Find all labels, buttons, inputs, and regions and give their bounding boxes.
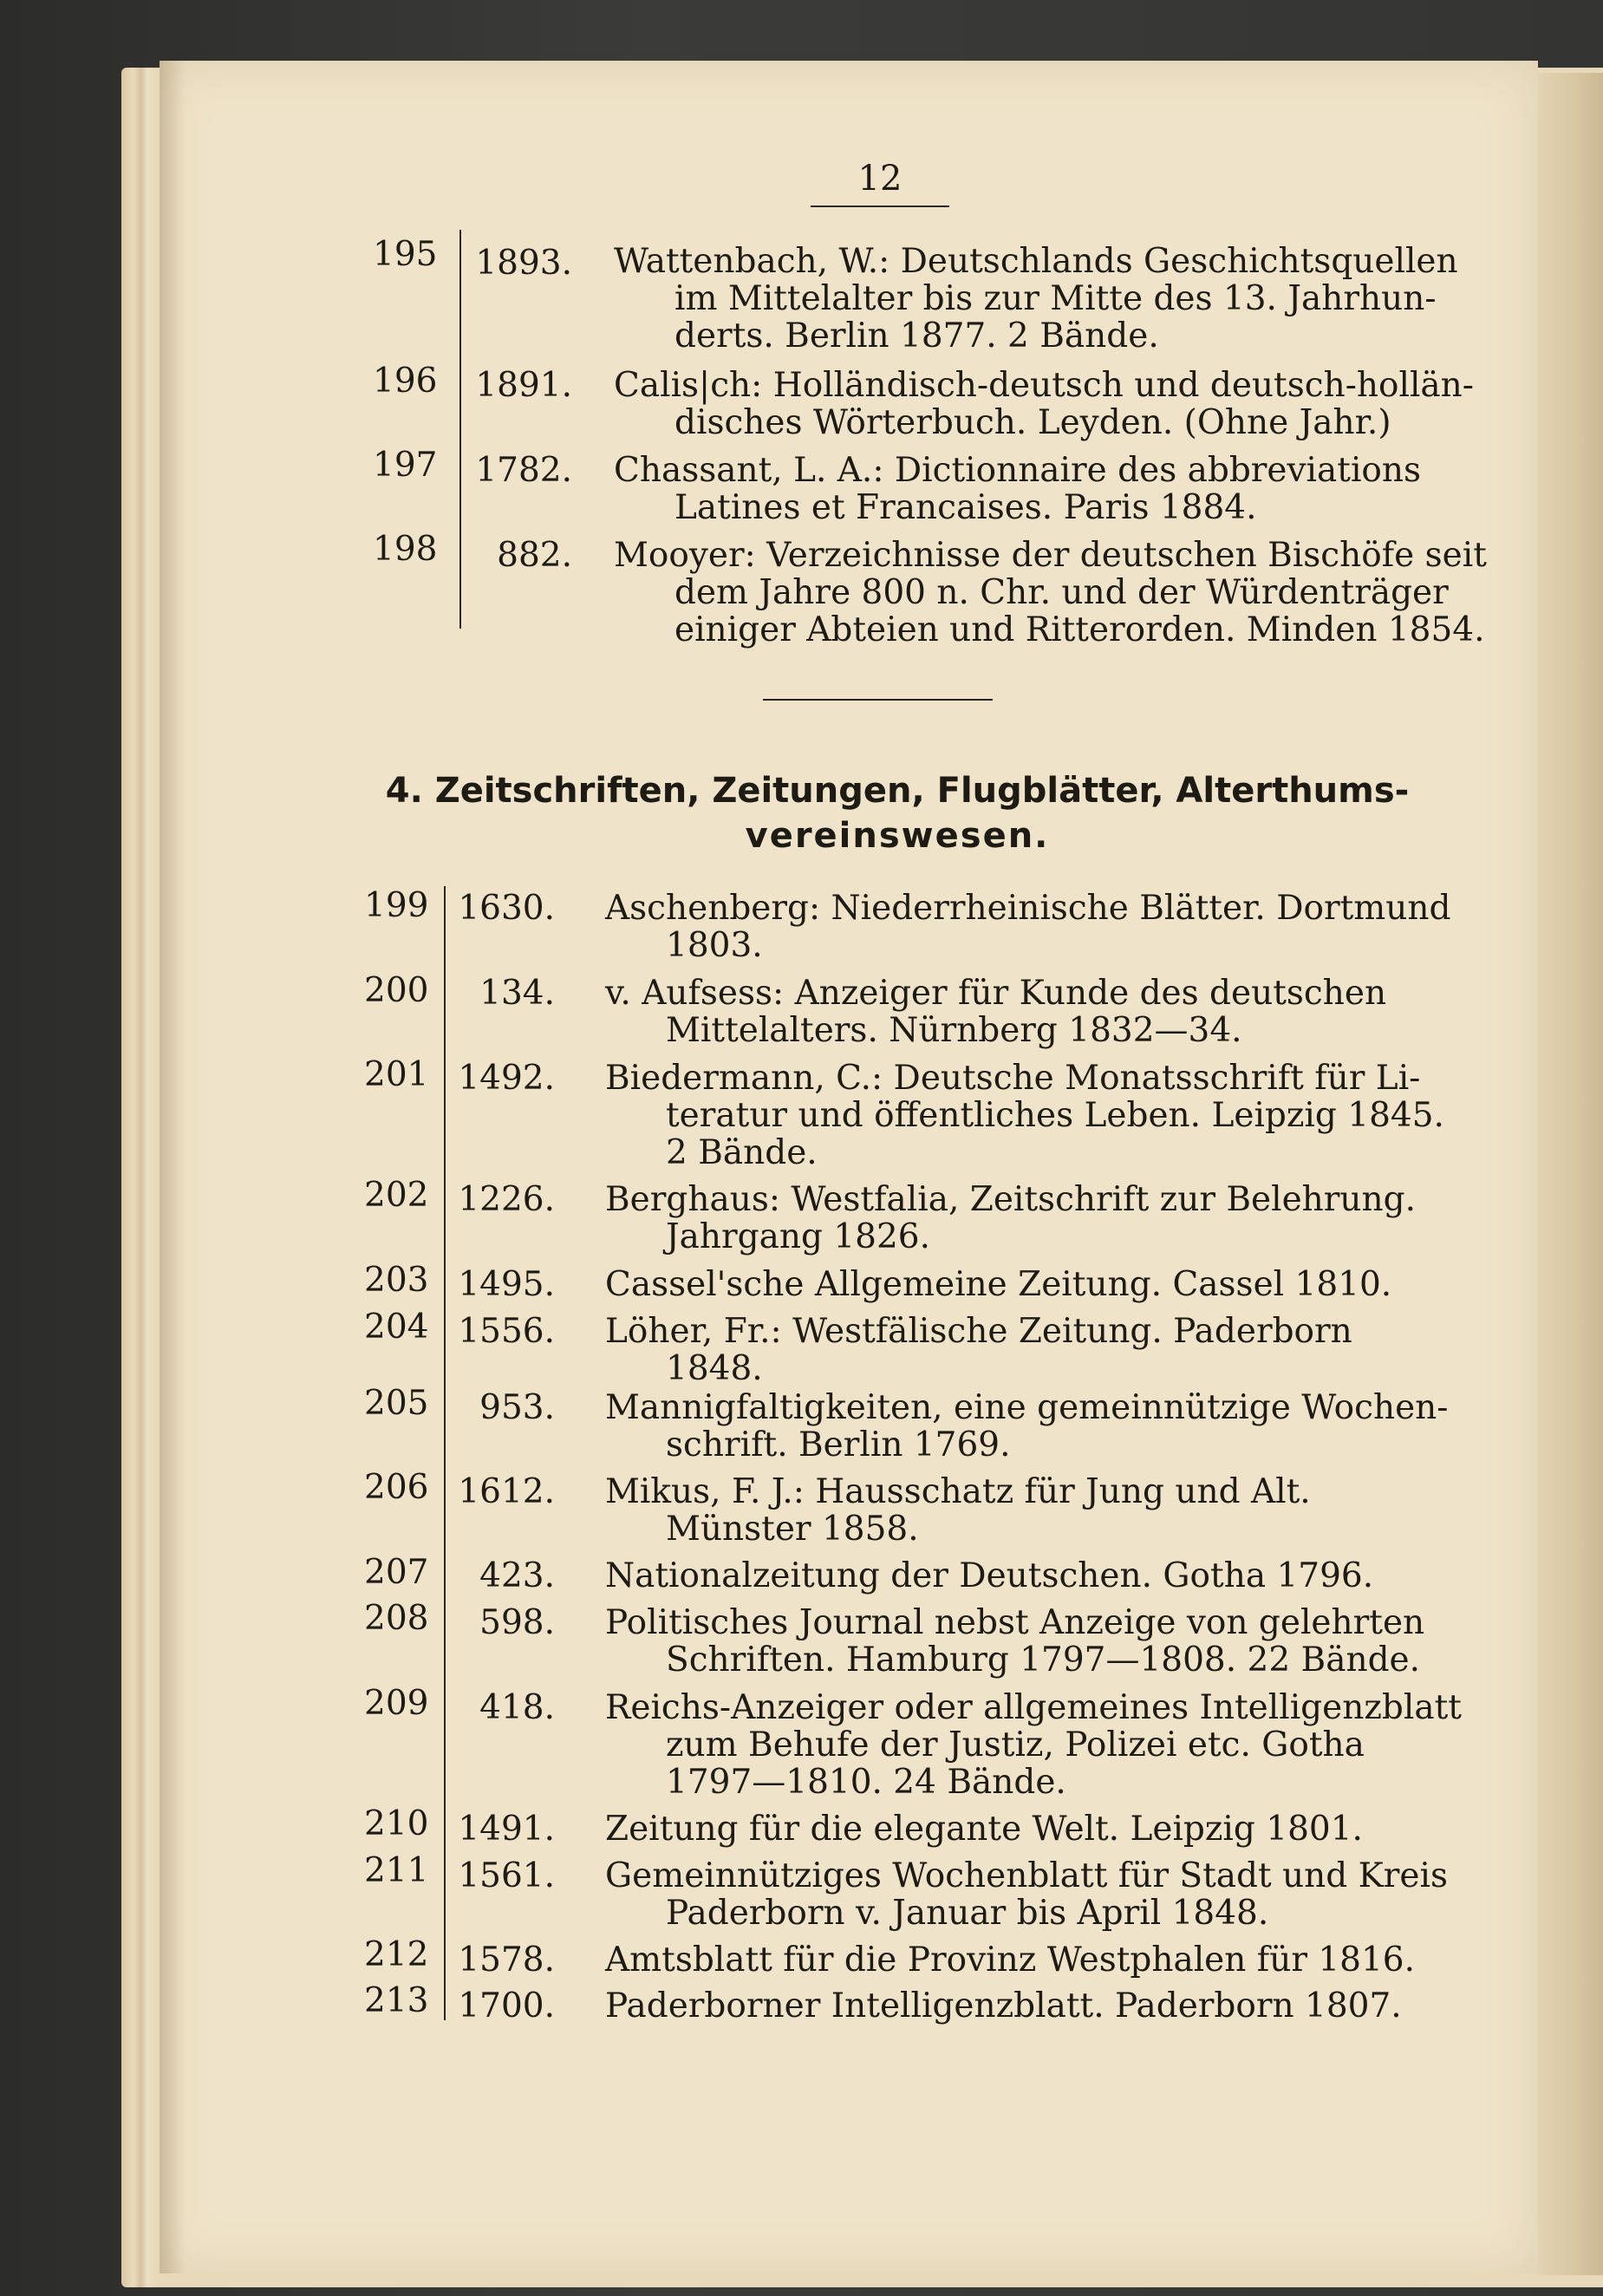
entry-line: einiger Abteien und Ritterorden. Minden 1854. [674, 610, 1485, 649]
page-number-rule [811, 205, 949, 207]
entry-line: Biedermann, C.: Deutsche Monatsschrift für Li- [605, 1059, 1421, 1098]
page-number: 12 [857, 159, 903, 199]
entry-id: 1226. [458, 1180, 555, 1219]
entry-number: 198 [373, 530, 438, 569]
entry-line: Nationalzeitung der Deutschen. Gotha 1796. [605, 1556, 1374, 1595]
entry-text [605, 1688, 1462, 1802]
entry-id: 598. [479, 1603, 555, 1642]
entry-number: 213 [364, 1981, 429, 2020]
entry-line: Münster 1858. [666, 1510, 919, 1549]
entry-text [605, 1313, 1407, 1387]
entry-number: 209 [364, 1684, 429, 1723]
entry-line: Mittelalters. Nürnberg 1832—34. [666, 1011, 1242, 1050]
entry-line: Cassel'sche Allgemeine Zeitung. Cassel 1810. [605, 1265, 1392, 1304]
entry-text [605, 1810, 1407, 1848]
entry-line: Berghaus: Westfalia, Zeitschrift zur Belehrung. [605, 1180, 1417, 1219]
entry-number: 207 [364, 1553, 429, 1592]
entry-number: 210 [364, 1804, 429, 1843]
entry-id: 1700. [458, 1986, 555, 2025]
entry-number: 202 [364, 1176, 429, 1215]
entry-number: 208 [364, 1599, 429, 1638]
entry-line: im Mittelalter bis zur Mitte des 13. Jahrhun- [674, 279, 1437, 318]
entry-text [605, 1987, 1407, 2025]
entry-line: Schriften. Hamburg 1797—1808. 22 Bände. [666, 1640, 1421, 1680]
entry-line: Paderborn v. Januar bis April 1848. [666, 1894, 1269, 1933]
entry-text [605, 975, 1407, 1049]
entry-text [614, 451, 1422, 527]
entry-number: 212 [364, 1935, 429, 1974]
entry-line: Latines et Francaises. Paris 1884. [674, 488, 1257, 527]
entry-id: 1612. [458, 1472, 555, 1511]
entry-line: Paderborner Intelligenzblatt. Paderborn 1807. [605, 1986, 1402, 2025]
entry-id: 1491. [458, 1810, 555, 1849]
entry-text [605, 889, 1451, 965]
entry-number: 199 [364, 886, 429, 925]
entry-id: 1495. [458, 1265, 555, 1304]
entry-text [614, 366, 1474, 442]
entry-number: 206 [364, 1468, 429, 1507]
entry-number: 195 [373, 235, 438, 274]
entry-line: Löher, Fr.: Westfälische Zeitung. Paderborn [605, 1312, 1352, 1351]
entry-line: derts. Berlin 1877. 2 Bände. [674, 316, 1159, 355]
entry-id: 1578. [458, 1941, 555, 1980]
entry-line: 2 Bände. [666, 1133, 818, 1172]
entry-id: 1893. [475, 244, 572, 283]
entry-number: 197 [373, 446, 438, 485]
entry-id: 882. [497, 536, 572, 575]
entry-line: Amtsblatt für die Provinz Westphalen für 1816. [605, 1941, 1416, 1980]
entry-line: Reichs-Anzeiger oder allgemeines Intelligenzblatt [605, 1688, 1462, 1727]
entry-line: Mooyer: Verzeichnisse der deutschen Bischöfe seit [614, 536, 1487, 575]
page-edge-right [1538, 73, 1603, 2275]
entry-id: 423. [479, 1556, 555, 1595]
entry-line: 1797—1810. 24 Bände. [666, 1763, 1066, 1802]
entry-text [605, 1266, 1407, 1303]
entry-text [605, 1388, 1449, 1464]
section-heading [364, 768, 1430, 858]
entry-line: Zeitung für die elegante Welt. Leipzig 1801. [605, 1810, 1363, 1849]
entry-line: disches Wörterbuch. Leyden. (Ohne Jahr.) [674, 403, 1391, 442]
entry-text [614, 242, 1458, 355]
entry-text [605, 1856, 1448, 1933]
entry-line: 1848. [666, 1349, 763, 1388]
entry-line: Jahrgang 1826. [666, 1217, 930, 1256]
entry-text [605, 1557, 1407, 1595]
entry-number: 203 [364, 1261, 429, 1300]
entry-line: v. Aufsess: Anzeiger für Kunde des deutschen [605, 974, 1387, 1013]
entry-line: Wattenbach, W.: Deutschlands Geschichtsquellen [614, 242, 1458, 281]
entry-id: 1556. [458, 1312, 555, 1351]
entry-id: 1782. [475, 451, 572, 490]
entry-line: Mikus, F. J.: Hausschatz für Jung und Alt. [605, 1472, 1311, 1511]
entry-text [605, 1941, 1416, 1980]
entry-line: Mannigfaltigkeiten, eine gemeinnützige Wochen- [605, 1388, 1449, 1427]
entry-number: 205 [364, 1384, 429, 1423]
entry-id: 1561. [458, 1856, 555, 1895]
entry-line: 1803. [666, 926, 763, 965]
entry-line: Chassant, L. A.: Dictionnaire des abbreviations [614, 451, 1422, 490]
entry-text [605, 1059, 1444, 1172]
entry-id: 418. [479, 1688, 555, 1727]
entry-number: 196 [373, 362, 438, 401]
entry-id: 1630. [458, 889, 555, 928]
fold-shadow [160, 61, 186, 2273]
entry-line: zum Behufe der Justiz, Polizei etc. Gotha [666, 1725, 1365, 1764]
entry-line: Gemeinnütziges Wochenblatt für Stadt und Kreis [605, 1856, 1448, 1895]
entry-line: Calis|ch: Holländisch-deutsch und deutsch-hollän- [614, 366, 1474, 405]
entry-line: Aschenberg: Niederrheinische Blätter. Dortmund [605, 889, 1451, 928]
entry-number: 201 [364, 1055, 429, 1094]
entry-text [605, 1603, 1425, 1680]
entry-id: 1492. [458, 1059, 555, 1098]
section-divider [763, 699, 993, 701]
entry-text [614, 536, 1487, 649]
entry-text [605, 1180, 1417, 1256]
entry-id: 953. [479, 1388, 555, 1427]
entry-line: schrift. Berlin 1769. [666, 1425, 1011, 1464]
entry-id: 134. [479, 974, 555, 1013]
entry-line: dem Jahre 800 n. Chr. und der Würdenträger [674, 573, 1449, 612]
entry-text [605, 1473, 1407, 1548]
section-heading-line2: vereinswesen. [745, 816, 1050, 856]
entry-line: Politisches Journal nebst Anzeige von gelehrten [605, 1603, 1425, 1642]
entry-number: 204 [364, 1308, 429, 1347]
entry-number: 211 [364, 1851, 429, 1890]
entry-line: teratur und öffentliches Leben. Leipzig 1845. [666, 1096, 1444, 1135]
section-heading-line1: 4. Zeitschriften, Zeitungen, Flugblätter, Alterthums- [385, 771, 1410, 811]
entry-number: 200 [364, 971, 429, 1010]
entry-id: 1891. [475, 366, 572, 405]
